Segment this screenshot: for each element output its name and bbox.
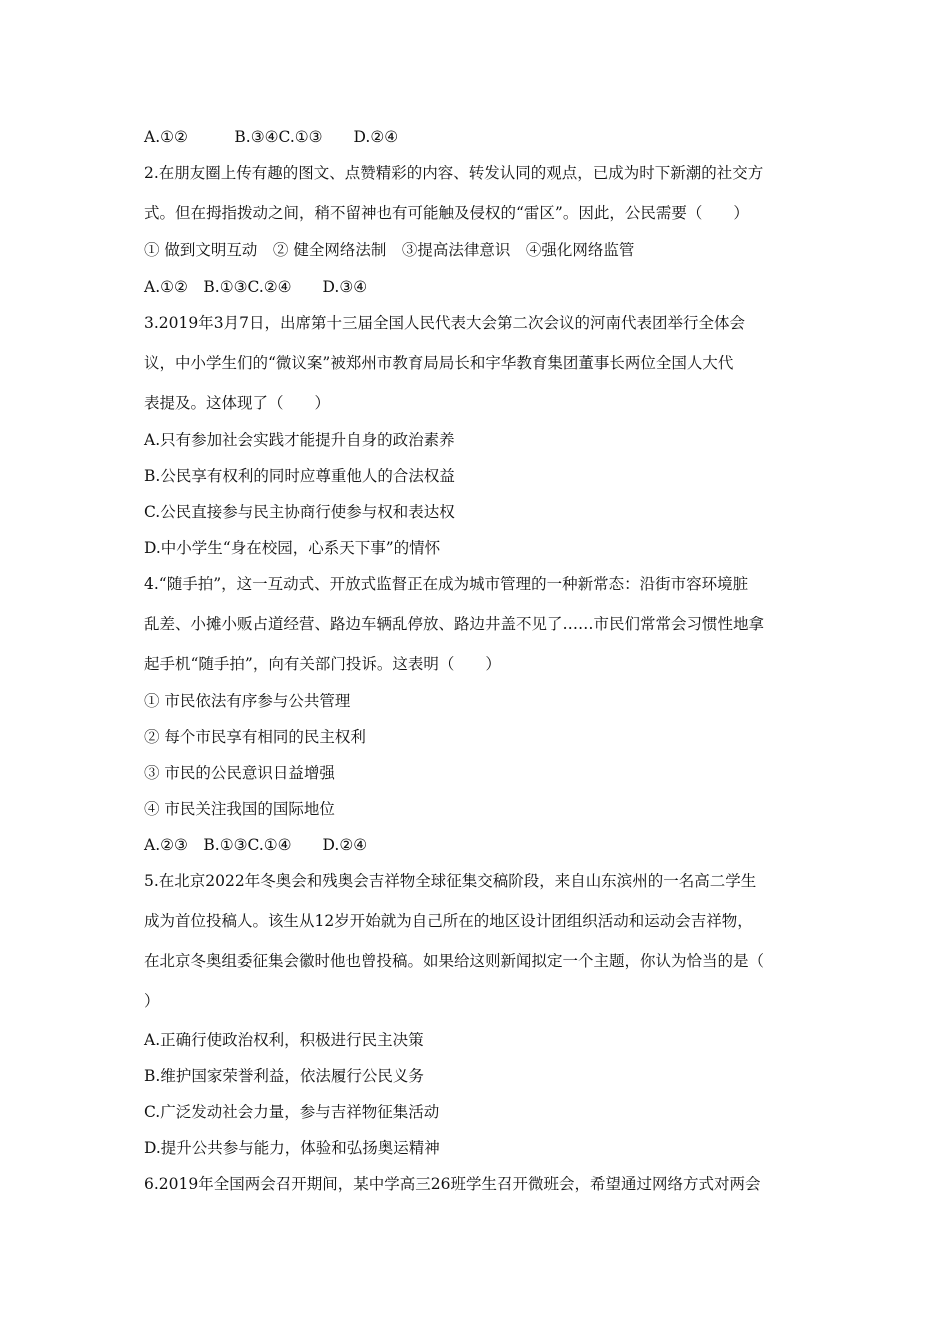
q1-answer-options: A.①② B.③④C.①③ D.②④: [144, 128, 399, 146]
q6-stem-line-1: 6.2019年全国两会召开期间，某中学高三26班学生召开微班会，希望通过网络方式对两会: [144, 1175, 761, 1193]
q3-stem-line-1: 3.2019年3月7日，出席第十三届全国人民代表大会第二次会议的河南代表团举行全体会: [144, 314, 745, 332]
q4-statement-2: ② 每个市民享有相同的民主权利: [144, 728, 366, 746]
q3-stem-line-2: 议，中小学生们的“微议案”被郑州市教育局局长和宇华教育集团董事长两位全国人大代: [144, 354, 734, 372]
q2-stem-line-1: 2.在朋友圈上传有趣的图文、点赞精彩的内容、转发认同的观点，已成为时下新潮的社交方: [144, 164, 764, 182]
q4-statement-4: ④ 市民关注我国的国际地位: [144, 800, 335, 818]
q4-stem-line-1: 4.“随手拍”，这一互动式、开放式监督正在成为城市管理的一种新常态：沿街市容环境脏: [144, 575, 749, 593]
q5-stem-line-3: 在北京冬奥组委征集会徽时他也曾投稿。如果给这则新闻拟定一个主题，你认为恰当的是（: [144, 952, 765, 970]
q4-stem-line-3: 起手机“随手拍”，向有关部门投诉。这表明（ ）: [144, 655, 501, 673]
q5-option-a: A.正确行使政治权利，积极进行民主决策: [144, 1031, 424, 1049]
q2-statements: ① 做到文明互动 ② 健全网络法制 ③提高法律意识 ④强化网络监管: [144, 241, 635, 259]
q5-stem-line-2: 成为首位投稿人。该生从12岁开始就为自己所在的地区设计团组织活动和运动会吉祥物，: [144, 912, 753, 930]
q3-option-b: B.公民享有权利的同时应尊重他人的合法权益: [144, 467, 455, 485]
q3-stem-line-3: 表提及。这体现了（ ）: [144, 394, 331, 412]
q5-option-b: B.维护国家荣誉利益，依法履行公民义务: [144, 1067, 424, 1085]
q2-stem-line-2: 式。但在拇指拨动之间，稍不留神也有可能触及侵权的“雷区”。因此，公民需要（ ）: [144, 204, 749, 222]
q5-stem-line-1: 5.在北京2022年冬奥会和残奥会吉祥物全球征集交稿阶段，来自山东滨州的一名高二学生: [144, 872, 757, 890]
q3-option-c: C.公民直接参与民主协商行使参与权和表达权: [144, 503, 455, 521]
q5-option-c: C.广泛发动社会力量，参与吉祥物征集活动: [144, 1103, 440, 1121]
q2-answer-options: A.①② B.①③C.②④ D.③④: [144, 278, 368, 296]
q3-option-d: D.中小学生“身在校园，心系天下事”的情怀: [144, 539, 441, 557]
q4-statement-3: ③ 市民的公民意识日益增强: [144, 764, 335, 782]
q5-stem-line-4: ）: [144, 992, 160, 1010]
q5-option-d: D.提升公共参与能力，体验和弘扬奥运精神: [144, 1139, 440, 1157]
q4-answer-options: A.②③ B.①③C.①④ D.②④: [144, 836, 368, 854]
q4-stem-line-2: 乱差、小摊小贩占道经营、路边车辆乱停放、路边井盖不见了……市民们常常会习惯性地拿: [144, 615, 765, 633]
q4-statement-1: ① 市民依法有序参与公共管理: [144, 692, 351, 710]
q3-option-a: A.只有参加社会实践才能提升自身的政治素养: [144, 431, 455, 449]
